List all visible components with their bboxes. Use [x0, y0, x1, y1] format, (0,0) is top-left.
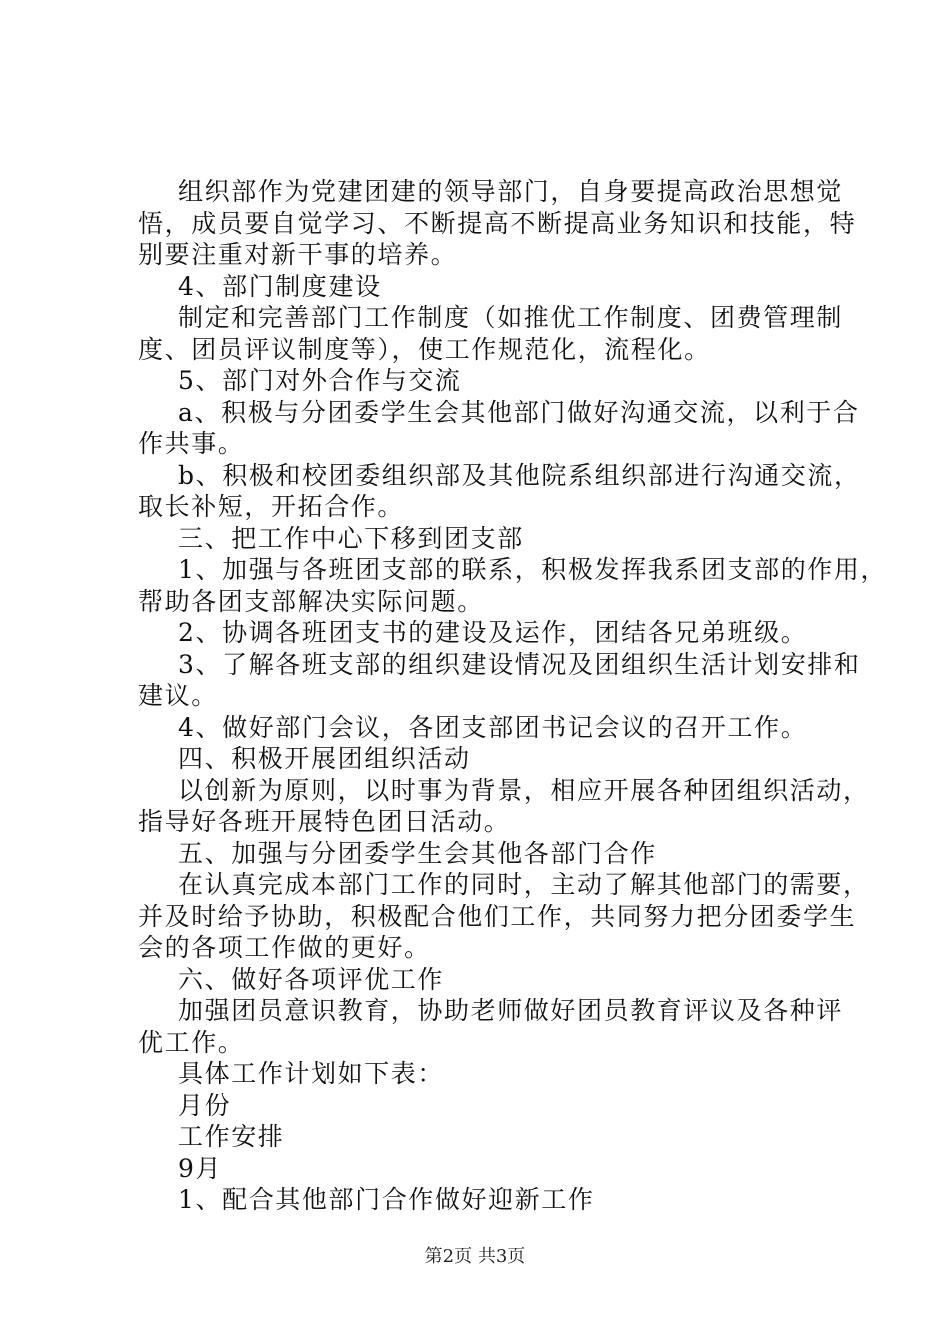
text-line: 优工作。: [138, 1027, 245, 1057]
text-line: 3、了解各班支部的组织建设情况及团组织生活计划安排和: [178, 649, 861, 679]
text-line: 月份: [178, 1090, 232, 1120]
text-line: 并及时给予协助，积极配合他们工作，共同努力把分团委学生: [138, 901, 857, 931]
text-line: 具体工作计划如下表：: [178, 1059, 445, 1088]
text-line: 9月: [178, 1153, 223, 1183]
text-line: a、积极与分团委学生会其他部门做好沟通交流，以利于合: [178, 397, 860, 427]
text-line: 取长补短，开拓合作。: [138, 492, 405, 521]
page-footer: 第2页 共3页: [424, 1246, 526, 1267]
text-line: 建议。: [138, 681, 218, 710]
text-line: 帮助各团支部解决实际问题。: [138, 586, 484, 616]
text-line: 会的各项工作做的更好。: [138, 933, 431, 962]
text-line: 2、协调各班团支书的建设及运作，团结各兄弟班级。: [178, 618, 808, 647]
text-line: 工作安排: [178, 1122, 285, 1151]
text-line: b、积极和校团委组织部及其他院系组织部进行沟通交流，: [178, 460, 861, 490]
text-line: 5、部门对外合作与交流: [178, 366, 462, 395]
text-line: 作共事。: [138, 429, 245, 458]
text-line: 悟，成员要自觉学习、不断提高不断提高业务知识和技能，特: [138, 208, 857, 238]
text-line: 组织部作为党建团建的领导部门，自身要提高政治思想觉: [178, 177, 844, 206]
text-line: 六、做好各项评优工作: [178, 964, 445, 994]
text-line: 4、部门制度建设: [178, 271, 382, 301]
text-line: 1、加强与各班团支部的联系，积极发挥我系团支部的作用，: [178, 555, 888, 584]
text-line: 四、积极开展团组织活动: [178, 744, 471, 773]
text-line: 制定和完善部门工作制度（如推优工作制度、团费管理制: [178, 303, 844, 332]
text-line: 指导好各班开展特色团日活动。: [138, 807, 511, 836]
document-body: [138, 176, 888, 1216]
text-line: 以创新为原则，以时事为背景，相应开展各种团组织活动，: [178, 775, 870, 805]
text-line: 三、把工作中心下移到团支部: [178, 523, 524, 553]
text-line: 在认真完成本部门工作的同时，主动了解其他部门的需要，: [178, 870, 870, 899]
text-line: 五、加强与分团委学生会其他各部门合作: [178, 838, 657, 868]
text-line: 加强团员意识教育，协助老师做好团员教育评议及各种评: [178, 996, 844, 1025]
text-line: 别要注重对新干事的培养。: [138, 240, 458, 269]
text-line: 1、配合其他部门合作做好迎新工作: [178, 1185, 595, 1214]
text-line: 4、做好部门会议，各团支部团书记会议的召开工作。: [178, 712, 808, 742]
text-line: 度、团员评议制度等），使工作规范化，流程化。: [138, 334, 711, 364]
